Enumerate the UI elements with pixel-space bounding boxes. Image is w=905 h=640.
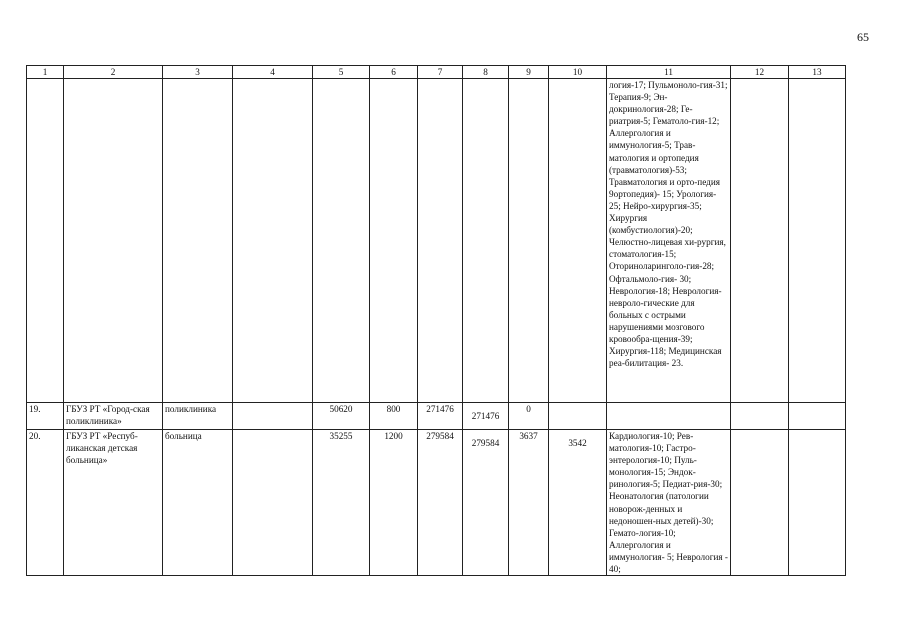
row-number-cell: 20. bbox=[27, 430, 64, 576]
header-row bbox=[27, 66, 846, 79]
value-text: 3542 bbox=[568, 438, 587, 448]
value-cell: 0 bbox=[509, 403, 549, 430]
institution-name-cell: ГБУЗ РТ «Респуб-ликанская детская больница» bbox=[64, 430, 163, 576]
value-cell bbox=[549, 403, 607, 430]
table-cell bbox=[313, 79, 370, 403]
header-cell: 6 bbox=[370, 66, 418, 79]
table-cell bbox=[233, 79, 313, 403]
table-cell bbox=[789, 430, 846, 576]
value-cell: 279584 bbox=[418, 430, 463, 576]
table-cell bbox=[233, 403, 313, 430]
value-cell bbox=[549, 430, 607, 576]
value-cell: 1200 bbox=[370, 430, 418, 576]
value-cell: 800 bbox=[370, 403, 418, 430]
table-row bbox=[27, 430, 846, 576]
value-cell: 3637 bbox=[509, 430, 549, 576]
table-row bbox=[27, 403, 846, 430]
table-cell bbox=[789, 403, 846, 430]
profiles-cell: логия-17; Пульмоноло-гия-31; Терапия-9; Эн-докринология-28; Ге-риатрия-5; Гематоло-гия-12; Аллергология и иммунология-5; Трав-матология и ортопедия (травматология)-53; Травматология и орто-педия 9ортопедия)- 15; Урология- 25; Нейро-хирургия-35; Хирургия (комбустиология)-20; Челюстно-лицевая хи-рургия, стоматология-15; Оториноларинголо-гия-28; Офтальмоло-гия- 30; Неврология-18; Неврология- невроло-гические для больных с острыми нарушениями мозгового кровообра-щения-39; Хирургия-118; Медицинская реа-билитация- 23. bbox=[607, 79, 731, 403]
value-cell: 35255 bbox=[313, 430, 370, 576]
table-cell bbox=[509, 79, 549, 403]
institution-type-cell: больница bbox=[163, 430, 233, 576]
value-cell bbox=[463, 430, 509, 576]
value-cell: 271476 bbox=[418, 403, 463, 430]
table-row-continuation bbox=[27, 79, 846, 403]
header-cell: 4 bbox=[233, 66, 313, 79]
table-cell bbox=[418, 79, 463, 403]
table-cell bbox=[370, 79, 418, 403]
header-cell: 2 bbox=[64, 66, 163, 79]
page-number: 65 bbox=[857, 30, 869, 44]
table-cell bbox=[233, 430, 313, 576]
header-cell: 5 bbox=[313, 66, 370, 79]
header-cell: 1 bbox=[27, 66, 64, 79]
table-cell bbox=[731, 403, 789, 430]
profiles-cell: Кардиология-10; Рев-матология-10; Гастро-энтерология-10; Пуль-монология-15; Эндок-ринология-5; Педиат-рия-30; Неонатология (патологии новорож-денных и недоношен-ных детей)-30; Гемато-логия-10; Аллергология и иммунология- 5; Неврология - 40; bbox=[607, 430, 731, 576]
profiles-cell bbox=[607, 403, 731, 430]
table-cell bbox=[27, 79, 64, 403]
header-cell: 10 bbox=[549, 66, 607, 79]
table-cell bbox=[731, 430, 789, 576]
table-cell bbox=[463, 79, 509, 403]
institution-name-cell: ГБУЗ РТ «Город-ская поликлиника» bbox=[64, 403, 163, 430]
header-cell: 7 bbox=[418, 66, 463, 79]
value-text: 279584 bbox=[471, 438, 500, 448]
table-cell bbox=[731, 79, 789, 403]
header-cell: 13 bbox=[789, 66, 846, 79]
table-cell bbox=[64, 79, 163, 403]
header-cell: 8 bbox=[463, 66, 509, 79]
value-cell: 50620 bbox=[313, 403, 370, 430]
table-cell bbox=[549, 79, 607, 403]
table-cell bbox=[163, 79, 233, 403]
table-cell bbox=[789, 79, 846, 403]
institution-type-cell: поликлиника bbox=[163, 403, 233, 430]
header-cell: 12 bbox=[731, 66, 789, 79]
register-table bbox=[26, 65, 846, 576]
header-cell: 9 bbox=[509, 66, 549, 79]
header-cell: 11 bbox=[607, 66, 731, 79]
header-cell: 3 bbox=[163, 66, 233, 79]
row-number-cell: 19. bbox=[27, 403, 64, 430]
value-cell bbox=[463, 403, 509, 430]
value-text: 271476 bbox=[471, 411, 500, 421]
